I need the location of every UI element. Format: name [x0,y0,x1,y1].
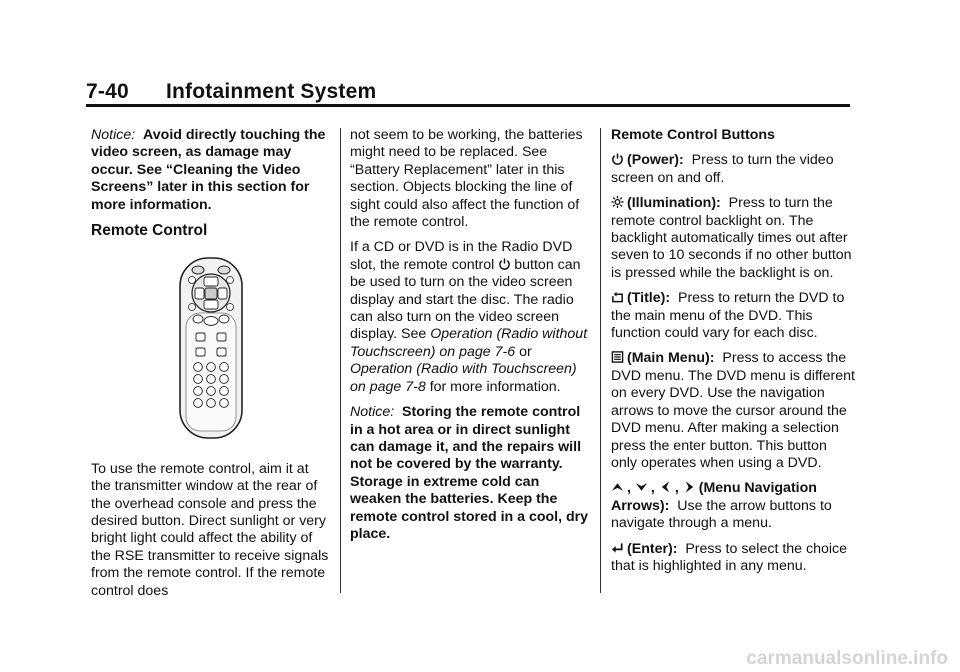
illumination-button-desc: (Illumination): Press to turn the remote control backlight on. The backlight automatically times out after seven to 10 seconds if no other button is pressed while the backlight is on. [611,195,852,281]
main-menu-icon [611,350,624,364]
power-button-desc: (Power): Press to turn the video screen on and off. [611,152,834,186]
column-1 [91,127,331,608]
illumination-icon [611,195,624,209]
arrow-down-icon [635,480,648,494]
enter-button-desc: (Enter): Press to select the choice that is highlighted in any menu. [611,540,848,574]
title-icon [611,290,624,304]
notice-label: Notice: [350,404,395,421]
arrow-left-icon [659,480,672,494]
power-icon [611,152,624,166]
arrow-right-icon [683,480,696,494]
notice-text: Avoid directly touching the video screen, as damage may occur. See “Cleaning the Video Screens” later in this section for more information. [91,127,326,213]
buttons-heading: Remote Control Buttons [611,127,775,143]
remote-control-body: To use the remote control, aim it at the transmitter window at the rear of the overhead console and press the desired button. Direct sunlight or very bright light could affect the ability of the RSE transmitter to receive signals from the remote control. If the remote control does [91,460,329,599]
remote-control-illustration [91,253,331,443]
navigation-arrows-desc: , , , (Menu Navigation Arrows): Use the arrow buttons to navigate through a menu. [611,480,832,532]
link-operation-with-touchscreen[interactable]: Operation (Radio with Touchscreen) on page 7-8 [350,361,577,395]
cd-dvd-paragraph: If a CD or DVD is in the Radio DVD slot, the remote control button can be used to turn on the video screen display and start the disc. The radio can also turn on the video screen display. See Operation (Radio without Touchscreen) on page 7-6 or Operation (Radio with Touchscreen) on page 7-8 for more information. [350,239,588,395]
page-header [86,80,376,104]
column-divider-1 [340,128,341,593]
enter-icon [611,541,624,555]
header-rule [86,104,850,107]
column-3 [611,127,856,583]
arrow-up-icon [611,480,624,494]
main-menu-button-desc: (Main Menu): Press to access the DVD menu. The DVD menu is different on every DVD. Use the navigation arrows to move the cursor around the DVD menu. After making a selection press the enter button. This button only operates when using a DVD. [611,350,855,471]
link-operation-without-touchscreen[interactable]: Operation (Radio without Touchscreen) on page 7-6 [350,326,588,360]
power-icon [498,257,511,271]
column-divider-2 [600,128,601,593]
notice-storage [350,404,590,543]
notice-label: Notice: [91,127,136,143]
watermark: carmanualsonline.info [746,648,948,669]
notice-text: Storing the remote control in a hot area or in direct sunlight can damage it, and the repairs will not be covered by the warranty. Storage in extreme cold can weaken the batteries. Keep the remote control stored in a cool, dry place. [350,404,589,542]
remote-control-body-cont: not seem to be working, the batteries might need to be replaced. See “Battery Replacement” later in this section. Objects blocking the line of sight could also affect the function of the remote control. [350,127,583,231]
title-button-desc: (Title): Press to return the DVD to the main menu of the DVD. This function could vary for each disc. [611,290,845,342]
section-heading-remote-control: Remote Control [91,222,208,240]
page-number: 7-40 [86,80,129,103]
page-title: Infotainment System [166,80,377,103]
notice-screen [91,127,331,214]
column-2 [350,127,590,551]
